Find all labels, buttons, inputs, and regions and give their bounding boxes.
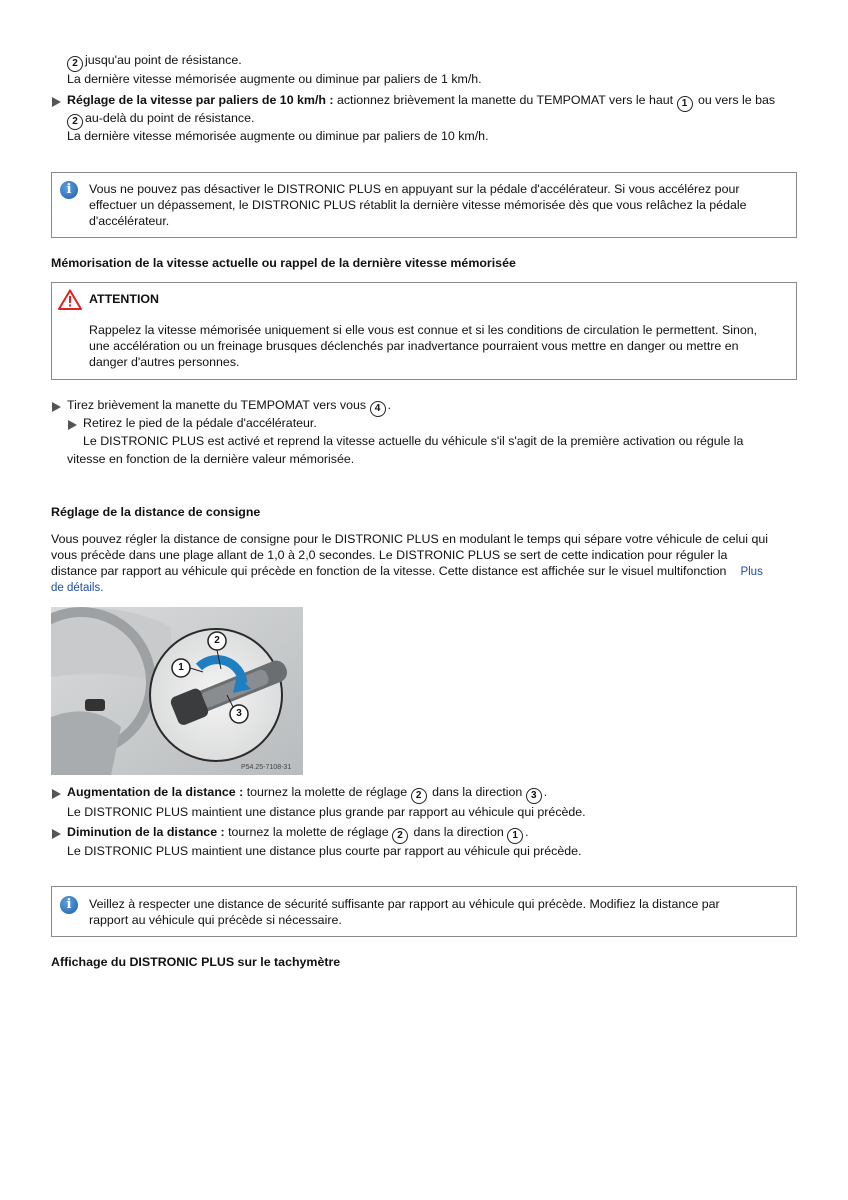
text-line bbox=[67, 824, 529, 844]
text: jusqu'au point de résistance. bbox=[85, 53, 242, 67]
info-box bbox=[51, 886, 797, 937]
text-line: d'accélérateur. bbox=[89, 214, 170, 228]
text-line: Rappelez la vitesse mémorisée uniquement si elle vous est connue et si les conditions de circulation le permettent. Sinon, bbox=[89, 323, 758, 337]
section-heading: Réglage de la distance de consigne bbox=[51, 505, 261, 519]
warning-box bbox=[51, 282, 797, 380]
info-icon: i bbox=[60, 181, 78, 199]
callout-number: 2 bbox=[67, 114, 83, 130]
text-line: La dernière vitesse mémorisée augmente ou diminue par paliers de 1 km/h. bbox=[67, 72, 482, 86]
section-heading: Mémorisation de la vitesse actuelle ou rappel de la dernière vitesse mémorisée bbox=[51, 256, 516, 270]
text: tournez la molette de réglage bbox=[224, 825, 393, 839]
text-line: Veillez à respecter une distance de sécurité suffisante par rapport au véhicule qui précède. Modifiez la distance par bbox=[89, 897, 720, 911]
callout-number: 2 bbox=[411, 788, 427, 804]
text-line: Vous ne pouvez pas désactiver le DISTRONIC PLUS en appuyant sur la pédale d'accélérateur. Si vous accélérez pour bbox=[89, 182, 740, 196]
callout-number: 4 bbox=[370, 401, 386, 417]
text-line: danger d'autres personnes. bbox=[89, 355, 240, 369]
details-link[interactable]: Plus bbox=[740, 566, 763, 578]
text: ou vers le bas bbox=[694, 93, 776, 107]
text-line: Retirez le pied de la pédale d'accélérateur. bbox=[83, 416, 317, 430]
bullet-arrow-icon bbox=[52, 789, 61, 799]
warning-title: ATTENTION bbox=[89, 292, 159, 306]
warning-triangle-icon bbox=[58, 289, 82, 310]
callout-1: 1 bbox=[178, 662, 184, 673]
text-line bbox=[67, 110, 254, 130]
text-line bbox=[67, 92, 775, 112]
info-box bbox=[51, 172, 797, 238]
callout-number: 1 bbox=[507, 828, 523, 844]
text-line bbox=[51, 563, 763, 581]
figure-reference: P54.25-7108-31 bbox=[241, 764, 292, 771]
text-line bbox=[51, 579, 103, 597]
callout-number: 1 bbox=[677, 96, 693, 112]
text: Tirez brièvement la manette du TEMPOMAT vers vous bbox=[67, 398, 370, 412]
bullet-arrow-icon bbox=[68, 420, 77, 430]
callout-number: 3 bbox=[526, 788, 542, 804]
text-line: La dernière vitesse mémorisée augmente ou diminue par paliers de 10 km/h. bbox=[67, 129, 489, 143]
text: au-delà du point de résistance. bbox=[85, 111, 255, 125]
text: dans la direction bbox=[428, 785, 526, 799]
bullet-arrow-icon bbox=[52, 97, 61, 107]
text-line: rapport au véhicule qui précède si nécessaire. bbox=[89, 913, 342, 927]
text: tournez la molette de réglage bbox=[243, 785, 411, 799]
bullet-arrow-icon bbox=[52, 829, 61, 839]
text-line: Le DISTRONIC PLUS est activé et reprend la vitesse actuelle du véhicule s'il s'agit de la première activation ou régule la bbox=[83, 434, 744, 448]
text-line: vous précède dans une plage allant de 1,0 à 2,0 secondes. Le DISTRONIC PLUS se sert de cette indication pour réguler la bbox=[51, 548, 728, 562]
bold-label: Réglage de la vitesse par paliers de 10 km/h : bbox=[67, 93, 334, 107]
callout-number: 2 bbox=[67, 56, 83, 72]
text-line bbox=[67, 397, 391, 417]
text-line: effectuer un dépassement, le DISTRONIC PLUS rétablit la dernière vitesse mémorisée dès que vous relâchez la pédale bbox=[89, 198, 747, 212]
stalk-illustration bbox=[51, 607, 303, 775]
text: dans la direction bbox=[410, 825, 508, 839]
text-line: vitesse en fonction de la dernière valeur mémorisée. bbox=[67, 452, 355, 466]
bold-label: Augmentation de la distance : bbox=[67, 785, 244, 799]
bullet-arrow-icon bbox=[52, 402, 61, 412]
callout-number: 2 bbox=[392, 828, 408, 844]
text: . bbox=[525, 825, 529, 839]
text-line: une accélération ou un freinage brusques déclenchés par inadvertance pourraient vous mettre en danger ou mettre en bbox=[89, 339, 739, 353]
section-heading: Affichage du DISTRONIC PLUS sur le tachymètre bbox=[51, 955, 341, 969]
text-line bbox=[67, 52, 242, 72]
text-line: Le DISTRONIC PLUS maintient une distance plus courte par rapport au véhicule qui précède. bbox=[67, 844, 582, 858]
text-line bbox=[67, 784, 547, 804]
bold-label: Diminution de la distance : bbox=[67, 825, 225, 839]
text-line: Le DISTRONIC PLUS maintient une distance plus grande par rapport au véhicule qui précède. bbox=[67, 805, 586, 819]
text: . bbox=[387, 398, 391, 412]
text-line: Vous pouvez régler la distance de consigne pour le DISTRONIC PLUS en modulant le temps qui sépare votre véhicule de celui qui bbox=[51, 532, 768, 546]
callout-2: 2 bbox=[214, 635, 220, 646]
info-icon: i bbox=[60, 896, 78, 914]
text: distance par rapport au véhicule qui précède en fonction de la vitesse. Cette distance est affichée sur le visuel multifonction bbox=[51, 564, 727, 578]
details-link-continued[interactable]: de détails. bbox=[51, 582, 104, 594]
callout-3: 3 bbox=[236, 708, 242, 719]
text: actionnez brièvement la manette du TEMPOMAT vers le haut bbox=[333, 93, 677, 107]
text: . bbox=[543, 785, 548, 799]
